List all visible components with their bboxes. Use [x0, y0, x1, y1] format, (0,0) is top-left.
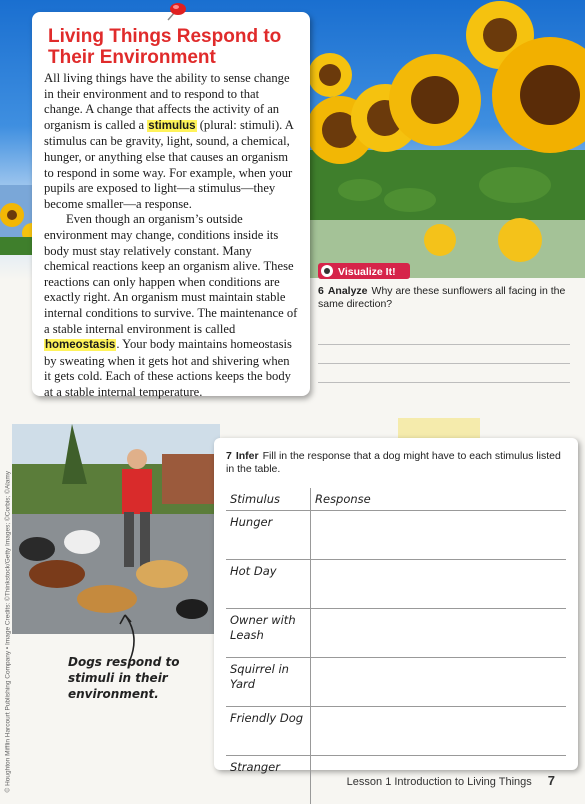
- stimulus-cell: Squirrel in Yard: [226, 658, 311, 707]
- answer-line[interactable]: [318, 364, 570, 383]
- q6-number: 6: [318, 285, 324, 297]
- table-row: [226, 658, 566, 707]
- q6-text: Why are these sunflowers all facing in the same direction?: [318, 285, 565, 310]
- sunflower-photo: [300, 0, 585, 278]
- stimulus-cell: Hunger: [226, 511, 311, 560]
- table-row: [226, 560, 566, 609]
- q6-answer-lines[interactable]: [318, 326, 570, 383]
- photo-caption: Dogs respond to stimuli in their environment.: [68, 654, 208, 702]
- q7-verb: Infer: [236, 450, 259, 462]
- response-cell[interactable]: [311, 609, 567, 658]
- response-cell[interactable]: [311, 511, 567, 560]
- visualize-it-badge: [318, 262, 410, 280]
- page-footer: [347, 773, 555, 788]
- table-row: [226, 511, 566, 560]
- text-run: . Your body maintains homeostasis by sweating when it gets hot and shivering when it gets cold. Each of these actions keeps the body at a stable internal temperature.: [44, 337, 292, 399]
- stimulus-cell: Friendly Dog: [226, 707, 311, 756]
- stimulus-response-table: [226, 488, 566, 804]
- text-run: All living things have the ability to sense change in their environment and to respond to that change. A change that affects the activity of an organism is called a: [44, 71, 290, 132]
- text-run: (plural: stimuli). A stimulus can be gravity, light, sound, a chemical, hunger, or anything else that causes an organism to respond in some way. For example, when your pupils are exposed to light—a stimulus—they become smaller—a response.: [44, 118, 293, 211]
- response-cell[interactable]: [311, 560, 567, 609]
- q7-number: 7: [226, 450, 232, 462]
- text-run: Even though an organism’s outside environment may change, conditions inside its body must stay relatively constant. Many chemical reactions keep an organism alive. These reactions can only happen when conditions are exactly right. An organism must maintain stable internal conditions to survive. The maintenance of a stable internal environment is called: [44, 212, 297, 335]
- table-row: [226, 609, 566, 658]
- dogs-photo: [12, 424, 220, 634]
- section-title: Living Things Respond to Their Environment: [48, 26, 298, 68]
- response-cell[interactable]: [311, 707, 567, 756]
- question-7-card: [214, 438, 578, 770]
- term-homeostasis: homeostasis: [44, 339, 116, 351]
- col-stimulus: Stimulus: [226, 488, 311, 511]
- term-stimulus: stimulus: [147, 120, 196, 132]
- response-cell[interactable]: [311, 658, 567, 707]
- stimulus-cell: Stranger: [226, 756, 311, 804]
- credit-text: © Houghton Mifflin Harcourt Publishing Company • Image Credits: ©Thinkstock/Getty Images; ©Corbis; ©Alamy: [5, 423, 12, 793]
- table-row: [226, 707, 566, 756]
- col-response: Response: [311, 488, 567, 511]
- stimulus-cell: Hot Day: [226, 560, 311, 609]
- stimulus-cell: Owner with Leash: [226, 609, 311, 658]
- answer-line[interactable]: [318, 326, 570, 345]
- visualize-label: Visualize It!: [338, 266, 396, 278]
- table-header-row: [226, 488, 566, 511]
- question-6: [318, 285, 568, 311]
- q7-text: Fill in the response that a dog might have to each stimulus listed in the table.: [226, 450, 561, 475]
- page-number: 7: [548, 773, 555, 788]
- text-card: [32, 12, 310, 396]
- lesson-title: Lesson 1 Introduction to Living Things: [347, 776, 532, 788]
- question-7: [226, 450, 566, 476]
- paragraph-stimulus: [44, 71, 298, 212]
- q6-verb: Analyze: [328, 285, 368, 297]
- push-pin-icon: [160, 0, 190, 28]
- answer-line[interactable]: [318, 345, 570, 364]
- paragraph-homeostasis: [44, 212, 298, 400]
